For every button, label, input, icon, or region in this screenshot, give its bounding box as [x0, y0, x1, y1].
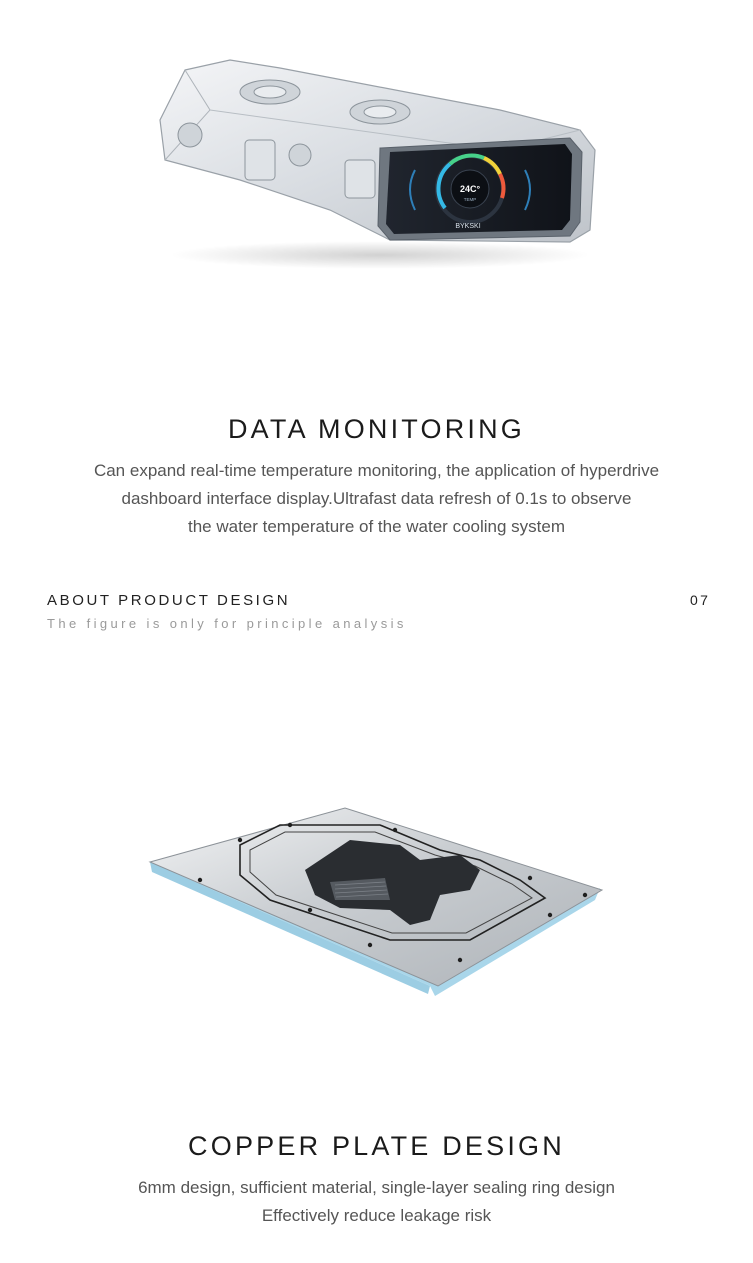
- gauge-temperature-value: 24C°: [459, 184, 481, 194]
- data-monitoring-title: DATA MONITORING: [227, 414, 525, 444]
- about-subtitle: The figure is only for principle analysis: [47, 616, 407, 631]
- gauge-temperature-label: TEMP: [463, 197, 477, 202]
- description-line: Effectively reduce leakage risk: [261, 1206, 492, 1225]
- data-monitoring-description: [0, 457, 753, 541]
- screen-brand-logo: BYKSKI: [455, 223, 481, 230]
- description-line: dashboard interface display.Ultrafast data refresh of 0.1s to observe: [121, 489, 632, 508]
- description-line: Can expand real-time temperature monitoring, the application of hyperdrive: [93, 461, 660, 480]
- page-number: 07: [690, 592, 711, 608]
- about-product-design-heading: ABOUT PRODUCT DESIGN: [47, 592, 291, 609]
- copper-plate-design-title: COPPER PLATE DESIGN: [188, 1131, 565, 1161]
- copper-plate-image: [140, 800, 610, 1000]
- copper-plate-description: [0, 1174, 753, 1230]
- description-line: 6mm design, sufficient material, single-layer sealing ring design: [138, 1178, 615, 1197]
- waterblock-display-image: [150, 50, 600, 280]
- description-line: the water temperature of the water cooling system: [187, 517, 565, 536]
